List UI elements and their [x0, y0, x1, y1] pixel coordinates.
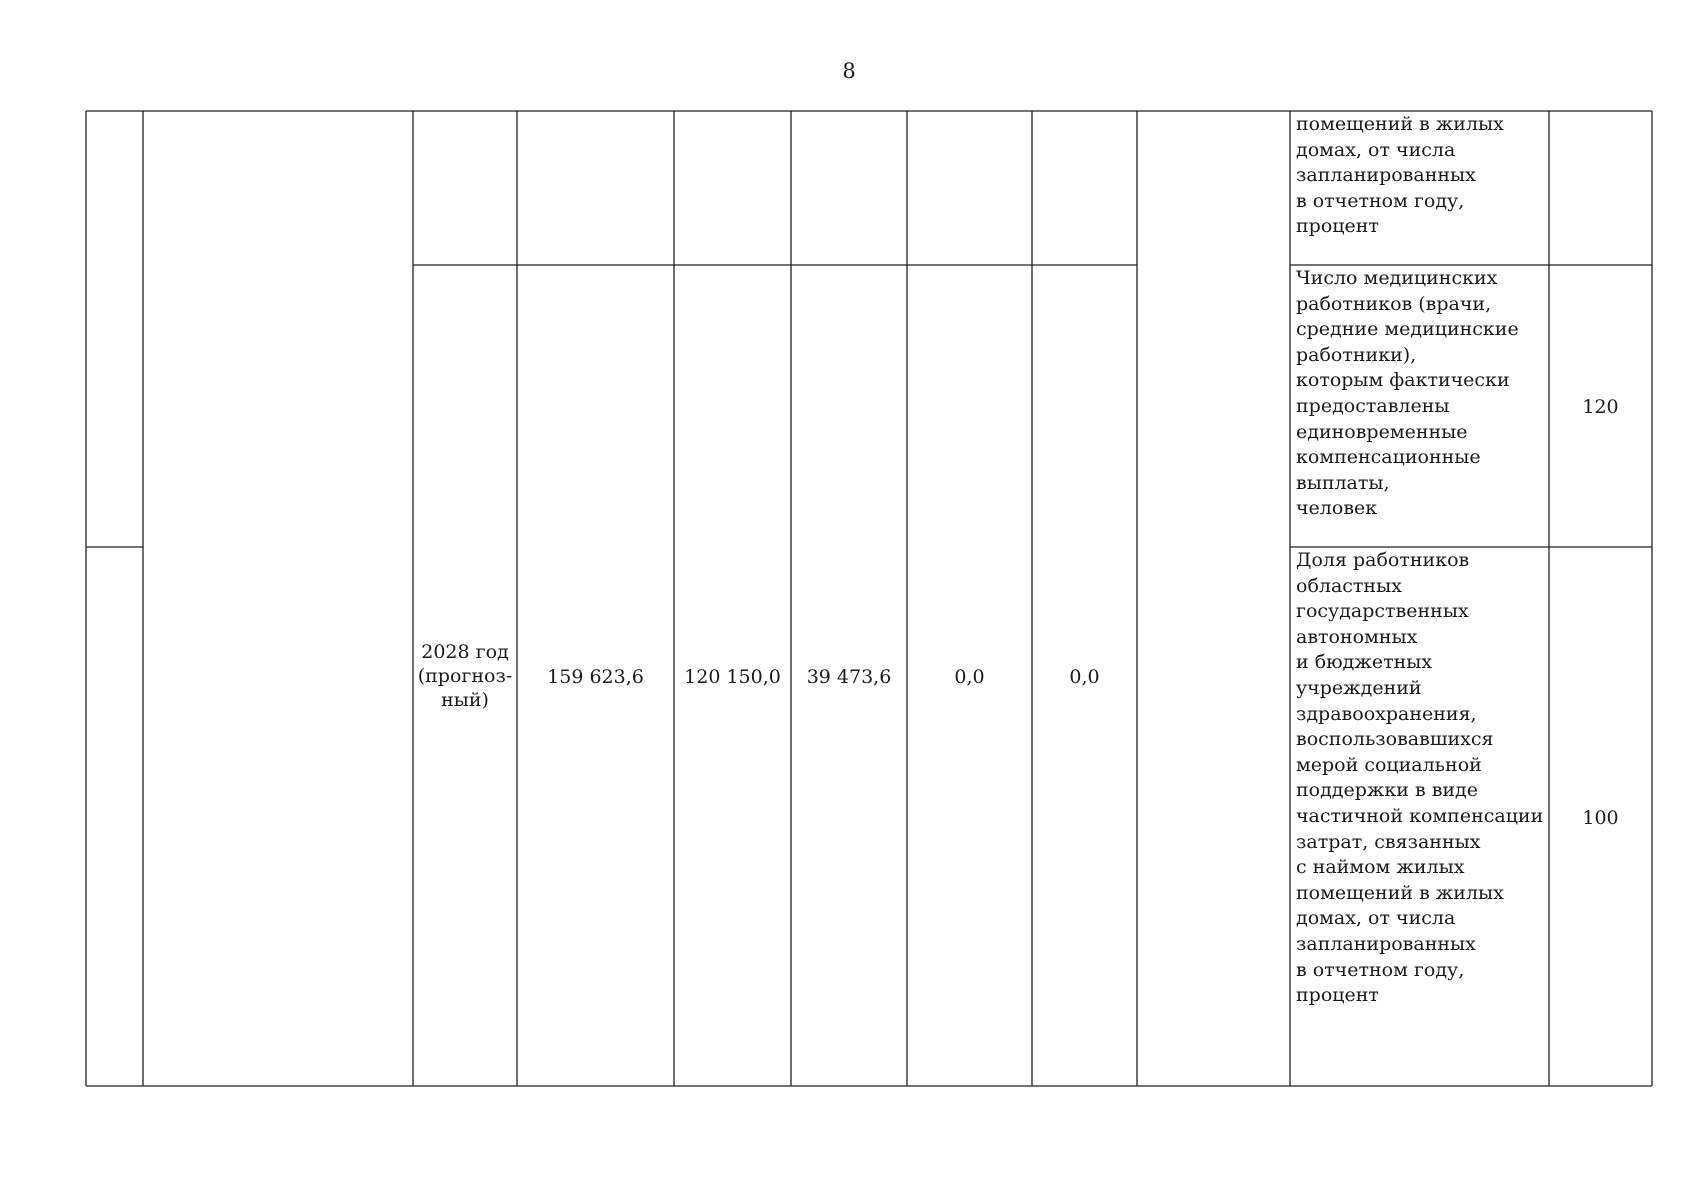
- indicator-text: Доля работников областных государственных автономных и бюджетных учреждений здравоохранения, воспользовавшихся мерой социальной поддержки в виде частичной компенсации затрат, связанных с наймом жилых помещений в жилых домах, от числа запланированных в отчетном году, процент: [1296, 549, 1544, 1007]
- continued-indicator-text: помещений в жилых домах, от числа запланированных в отчетном году, процент: [1296, 113, 1504, 238]
- year-cell: 2028 год (прогноз- ный): [417, 641, 513, 711]
- indicator-value: 100: [1582, 807, 1619, 829]
- indicator-value: 120: [1582, 396, 1619, 418]
- indicator-text: Число медицинских работников (врачи, средние медицинские работники), которым фактически предоставлены единовременные компенсационные выплаты, человек: [1296, 267, 1519, 520]
- total-value-cell: 159 623,6: [547, 666, 644, 688]
- funding-value-cell: 120 150,0: [684, 666, 781, 688]
- funding-value-cell: 39 473,6: [806, 666, 892, 688]
- funding-value-cell: 0,0: [1069, 666, 1100, 688]
- funding-value-cell: 0,0: [954, 666, 985, 688]
- page-number: 8: [842, 59, 856, 83]
